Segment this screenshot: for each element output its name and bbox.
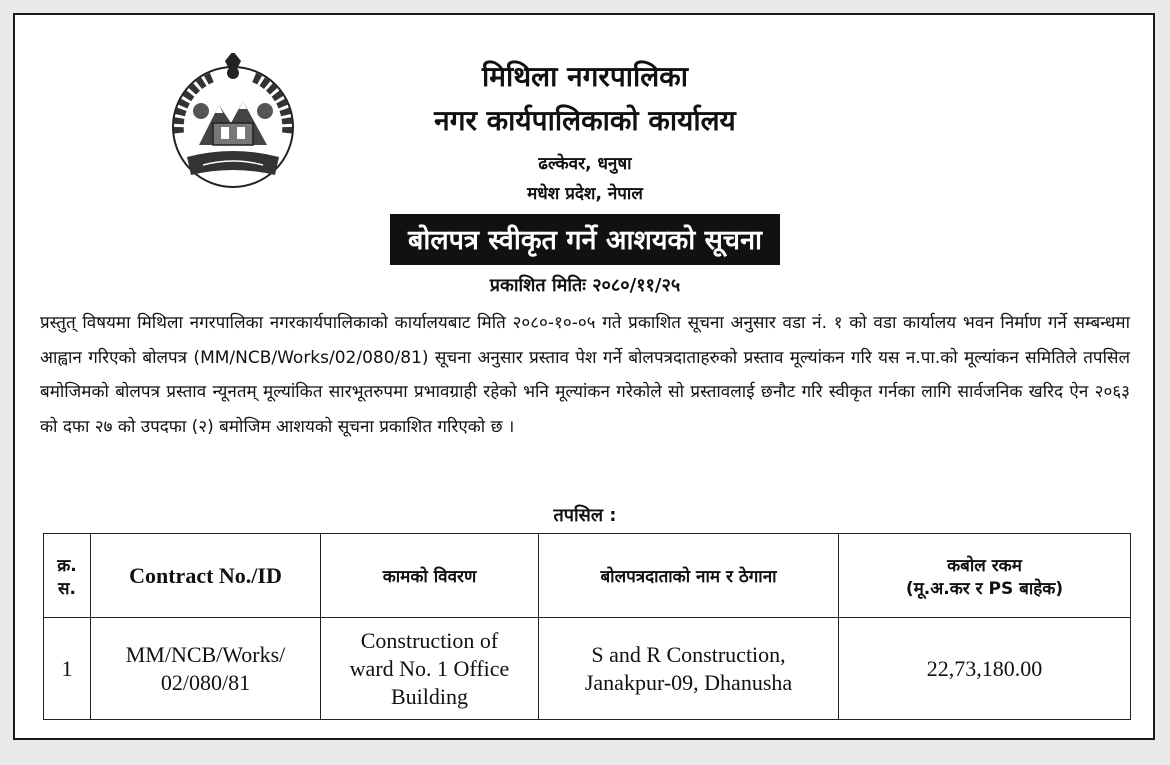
address-line-1: ढल्केवर, धनुषा [538, 154, 632, 174]
cell-work-description [321, 618, 539, 720]
contract-line-1: MM/NCB/Works/ [125, 641, 286, 667]
work-line-2: ward No. 1 Office [349, 655, 510, 681]
notice-title-wrap [15, 214, 1155, 265]
details-heading: तपसिल : [553, 505, 617, 526]
header-amount-line-1: कबोल रकम [947, 555, 1022, 576]
office-name: नगर कार्यपालिकाको कार्यालय [434, 104, 736, 137]
cell-serial-number: 1 [44, 618, 91, 720]
header-work-description: कामको विवरण [321, 534, 539, 618]
bid-details-table [43, 533, 1131, 720]
notice-title: बोलपत्र स्वीकृत गर्ने आशयको सूचना [390, 214, 780, 265]
work-line-1: Construction of [360, 627, 499, 653]
notice-sheet [13, 13, 1155, 740]
bidder-line-2: Janakpur-09, Dhanusha [584, 669, 793, 695]
header-serial-number [44, 534, 91, 618]
header-contract-id: Contract No./ID [91, 534, 321, 618]
bidder-line-1: S and R Construction, [591, 641, 786, 667]
notice-body: प्रस्तुत् विषयमा मिथिला नगरपालिका नगरकार्यपालिकाको कार्यालयबाट मिति २०८०-१०-०५ गते प्रकाशित सूचना अनुसार वडा नं. १ को वडा कार्यालय भवन निर्माण गर्ने सम्बन्धमा आह्वान गरिएको बोलपत्र (MM/NCB/Works/02/080/81) सूचना अनुसार प्रस्ताव पेश गर्ने बोलपत्रदाताहरुको प्रस्ताव मूल्यांकन गरि यस न.पा.को मूल्यांकन समितिले तपसिल बमोजिमको बोलपत्र प्रस्ताव न्यूनतम् मूल्यांकित सारभूतरुपमा प्रभावग्राही रहेको भनि मूल्यांकन गरेकोले सो प्रस्तावलाई छनौट गरि स्वीकृत गर्नका लागि सार्वजनिक खरिद ऐन २०६३ को दफा २७ को उपदफा (२) बमोजिम आशयको सूचना प्रकाशित गरिएको छ । [40, 313, 1130, 437]
table-row [44, 618, 1131, 720]
header-serial-line-1: क्र. [57, 555, 77, 576]
published-date: प्रकाशित मितिः २०८०/११/२५ [489, 275, 681, 296]
cell-bid-amount: 22,73,180.00 [839, 618, 1131, 720]
header-bid-amount [839, 534, 1131, 618]
municipality-name: मिथिला नगरपालिका [481, 60, 689, 93]
work-line-3: Building [390, 683, 468, 709]
table-header-row [44, 534, 1131, 618]
contract-line-2: 02/080/81 [160, 669, 251, 695]
cell-bidder [539, 618, 839, 720]
header-serial-line-2: स. [58, 578, 76, 599]
header-amount-line-2: (मू.अ.कर र PS बाहेक) [905, 578, 1064, 599]
cell-contract-id [91, 618, 321, 720]
header-bidder: बोलपत्रदाताको नाम र ठेगाना [539, 534, 839, 618]
address-line-2: मधेश प्रदेश, नेपाल [527, 184, 643, 204]
